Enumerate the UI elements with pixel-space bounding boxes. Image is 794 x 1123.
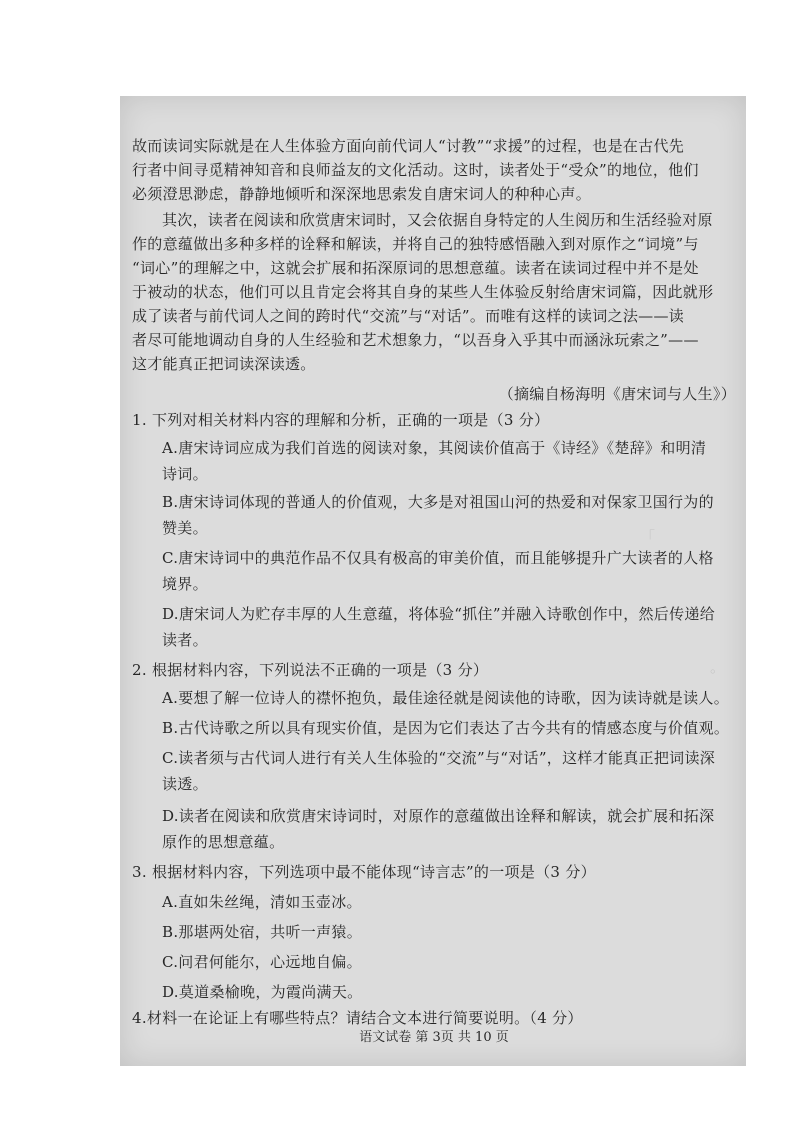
question-1-option-a-cont: 诗词。 [162,465,208,483]
question-1-option-d[interactable]: D.唐宋词人为贮存丰厚的人生意蕴，将体验“抓住”并融入诗歌创作中，然后传递给 [162,605,715,623]
page-footer: 语文试卷 第 3页 共 10 页 [359,1030,509,1045]
question-2-option-d-cont: 原作的思想意蕴。 [162,833,285,851]
passage-line: 这才能真正把词读深读透。 [132,355,316,373]
passage-line: 行者中间寻觅精神知音和良师益友的文化活动。这时，读者处于“受众”的地位，他们 [132,161,699,179]
question-1-option-a[interactable]: A.唐宋诗词应成为我们首选的阅读对象，其阅读价值高于《诗经》《楚辞》和明清 [162,439,707,457]
source-citation: （摘编自杨海明《唐宋词与人生》） [498,385,736,403]
question-3-stem: 3. 根据材料内容，下列选项中最不能体现“诗言志”的一项是（3 分） [132,863,596,881]
question-1-option-c[interactable]: C.唐宋诗词中的典范作品不仅具有极高的审美价值，而且能够提升广大读者的人格 [162,549,714,567]
passage-line: 其次，读者在阅读和欣赏唐宋词时，又会依据自身特定的人生阅历和生活经验对原 [162,211,713,229]
passage-line: 故而读词实际就是在人生体验方面向前代词人“讨教”“求援”的过程，也是在古代先 [132,137,685,155]
question-1-option-b[interactable]: B.唐宋诗词体现的普通人的价值观，大多是对祖国山河的热爱和对保家卫国行为的 [162,493,714,511]
question-1-option-d-cont: 读者。 [162,631,208,649]
passage-line: “词心”的理解之中，这就会扩展和拓深原词的思想意蕴。读者在读词过程中并不是处 [132,259,699,277]
passage-line: 于被动的状态，他们可以且肯定会将其自身的某些人生体验反射给唐宋词篇，因此就形 [132,283,714,301]
question-4-stem: 4.材料一在论证上有哪些特点？请结合文本进行简要说明。（4 分） [132,1009,583,1027]
question-3-option-d[interactable]: D.莫道桑榆晚，为霞尚满天。 [162,983,363,1001]
question-2-option-a[interactable]: A.要想了解一位诗人的襟怀抱负，最佳途径就是阅读他的诗歌，因为读诗就是读人。 [162,689,730,707]
question-1-stem: 1. 下列对相关材料内容的理解和分析，正确的一项是（3 分） [132,411,550,429]
question-2-option-d[interactable]: D.读者在阅读和欣赏唐宋诗词时，对原作的意蕴做出诠释和解读，就会扩展和拓深 [162,807,715,825]
question-2-option-c-cont: 读透。 [162,775,208,793]
passage-line: 成了读者与前代词人之间的跨时代“交流”与“对话”。而唯有这样的读词之法——读 [132,307,685,325]
question-1-option-b-cont: 赞美。 [162,519,208,537]
question-2-option-b[interactable]: B.古代诗歌之所以具有现实价值，是因为它们表达了古今共有的情感态度与价值观。 [162,719,730,737]
question-2-stem: 2. 根据材料内容，下列说法不正确的一项是（3 分） [132,661,489,679]
exam-page [120,96,746,1066]
passage-line: 必须澄思渺虑，静静地倾听和深深地思索发自唐宋词人的种种心声。 [132,185,592,203]
passage-line: 作的意蕴做出多种多样的诠释和解读，并将自己的独特感悟融入到对原作之“词境”与 [132,235,699,253]
bleed-through-mark: 「 [640,528,656,546]
question-2-option-c[interactable]: C.读者须与古代词人进行有关人生体验的“交流”与“对话”，这样才能真正把词读深 [162,749,716,767]
bleed-through-mark: 。 [710,658,726,676]
question-3-option-b[interactable]: B.那堪两处宿，共听一声猿。 [162,923,362,941]
question-3-option-c[interactable]: C.问君何能尔，心远地自偏。 [162,953,362,971]
question-3-option-a[interactable]: A.直如朱丝绳，清如玉壶冰。 [162,893,362,911]
question-1-option-c-cont: 境界。 [162,575,208,593]
passage-line: 者尽可能地调动自身的人生经验和艺术想象力，“以吾身入乎其中而涵泳玩索之”—— [132,331,699,349]
